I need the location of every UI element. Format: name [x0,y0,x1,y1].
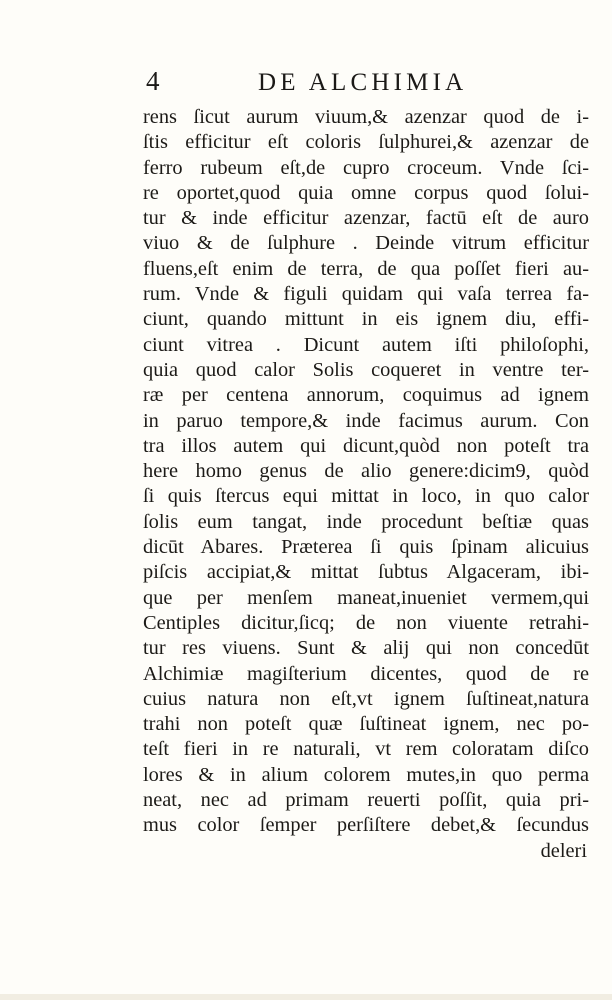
text-line: ciunt, quando mittunt in eis ignem diu, effi- [143,308,589,331]
text-line: viuo & de ſulphure . Deinde vitrum efficitur [143,232,589,255]
text-block [143,105,589,864]
catchword: deleri [540,839,587,862]
text-line: tur & inde efficitur azenzar, factū eſt de auro [143,207,589,230]
text-line: cuius natura non eſt,vt ignem ſuſtineat,natura [143,687,589,710]
text-line: tra illos autem qui dicunt,quòd non poteſt tra [143,434,589,457]
text-line: dicūt Abares. Præterea ſi quis ſpinam alicuius [143,536,589,559]
text-line: neat, nec ad primam reuerti poſſit, quia pri- [143,789,589,812]
text-line: re oportet,quod quia omne corpus quod ſolui- [143,181,589,204]
text-line: que per menſem maneat,inueniet vermem,qui [143,586,589,609]
text-line: fluens,eſt enim de terra, de qua poſſet fieri au- [143,257,589,280]
text-line: lores & in alium colorem mutes,in quo perma [143,763,589,786]
page-header [146,66,586,100]
text-line: tur res viuens. Sunt & alij qui non concedūt [143,637,589,660]
text-line: ræ per centena annorum, coquimus ad ignem [143,384,589,407]
text-line: rum. Vnde & figuli quidam qui vaſa terrea fa- [143,283,589,306]
text-line: Alchimiæ magiſterium dicentes, quod de re [143,662,589,685]
text-line: in paruo tempore,& inde facimus aurum. Con [143,409,589,432]
text-line: ſolis eum tangat, inde procedunt beſtiæ quas [143,510,589,533]
text-line: here homo genus de alio genere:dicim9, quòd [143,460,589,483]
text-line: ciunt vitrea . Dicunt autem iſti philoſophi, [143,333,589,356]
text-line: trahi non poteſt quæ ſuſtineat ignem, nec po- [143,713,589,736]
text-line: ferro rubeum eſt,de cupro croceum. Vnde ſci- [143,156,589,179]
text-line: rens ſicut aurum viuum,& azenzar quod de i- [143,106,589,128]
text-line: teſt fieri in re naturali, vt rem coloratam diſco [143,738,589,761]
text-line: quia quod calor Solis coqueret in ventre ter- [143,358,589,381]
running-title: DE ALCHIMIA [258,69,468,96]
text-line: ſi quis ſtercus equi mittat in loco, in quo calor [143,485,589,508]
page-number: 4 [146,66,160,96]
text-line: piſcis accipiat,& mittat ſubtus Algaceram, ibi- [143,561,589,584]
text-line: ſtis efficitur eſt coloris ſulphurei,& azenzar de [143,131,589,154]
text-line: Centiples dicitur,ſicq; de non viuente retrahi- [143,611,589,634]
text-line: mus color ſemper perſiſtere debet,& ſecundus [143,814,589,837]
page-edge [0,994,612,1000]
